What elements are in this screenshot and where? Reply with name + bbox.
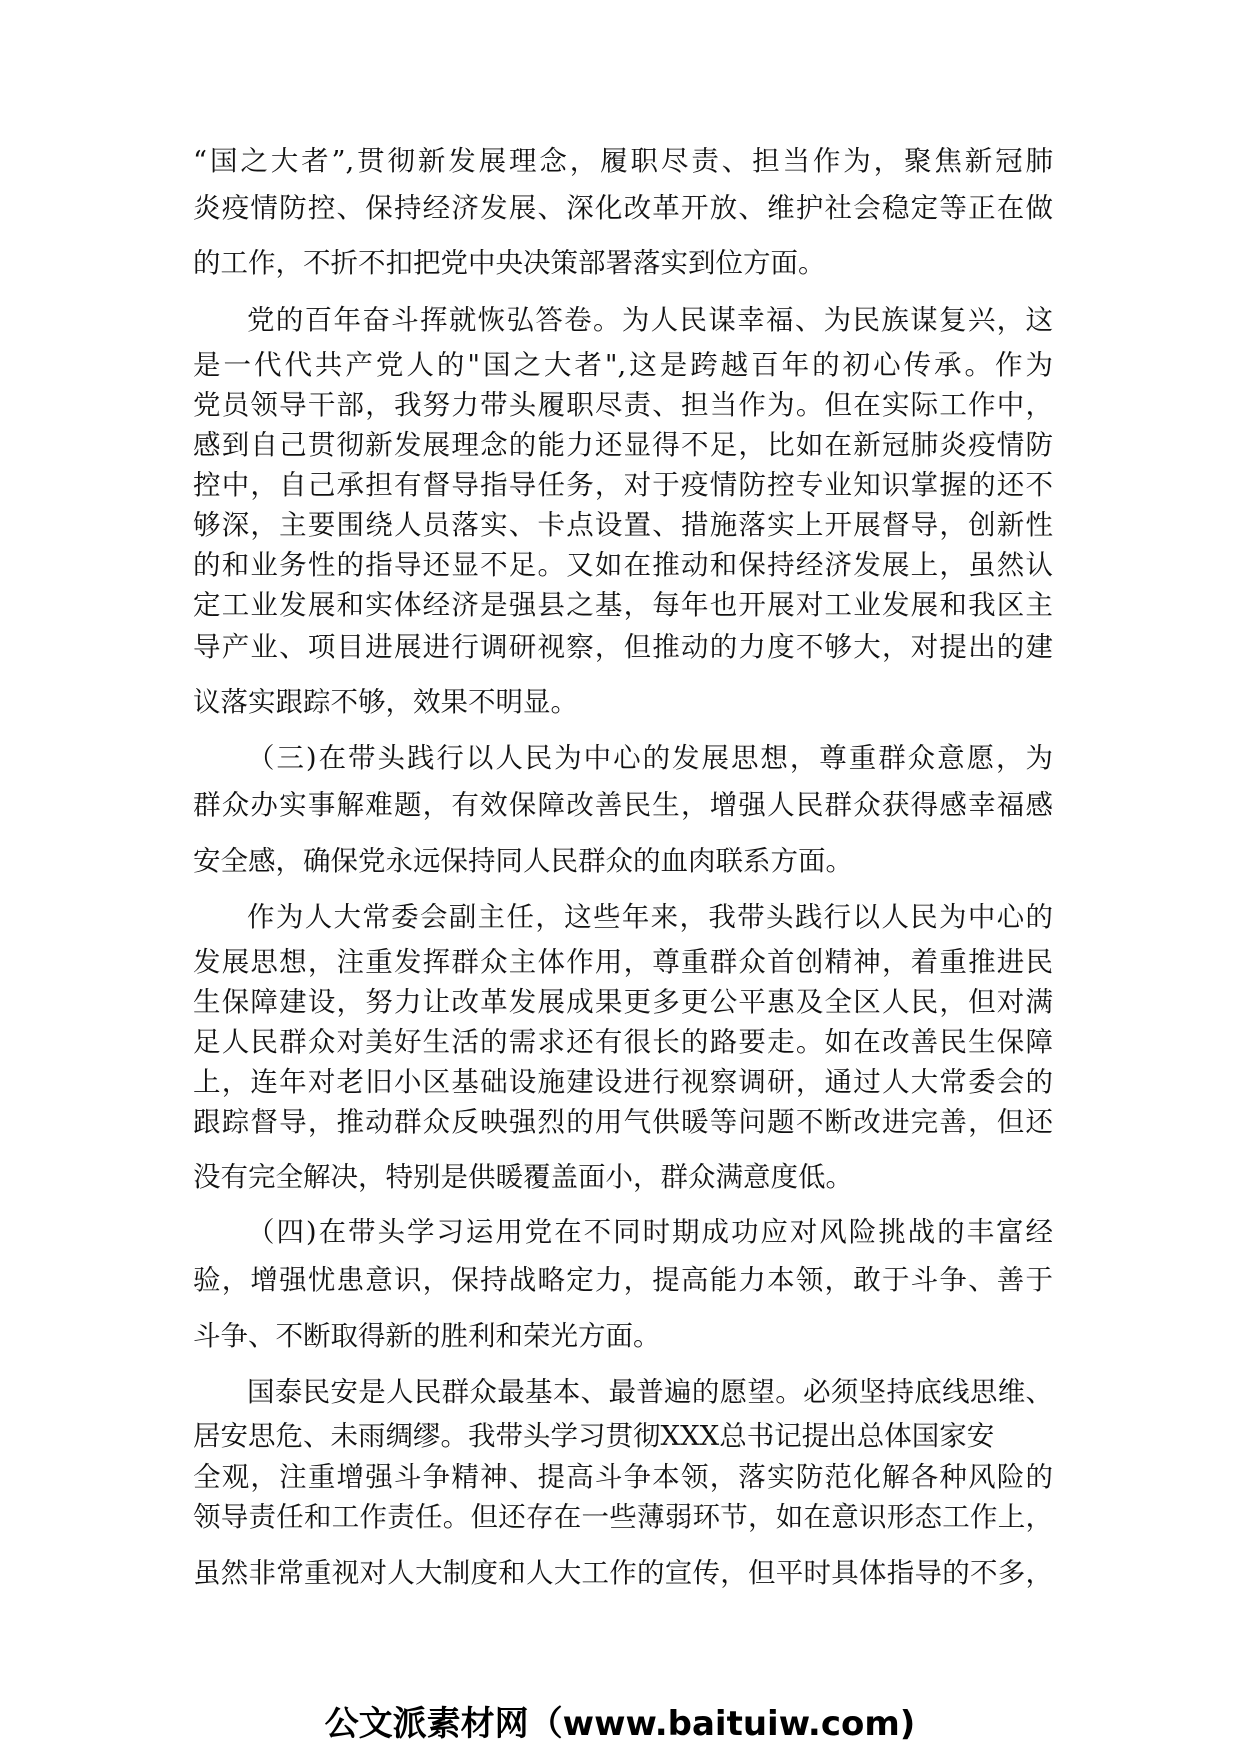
- body-text-line: 居安思危、未雨绸缪。我带头学习贯彻XXX总书记提出总体国家安: [193, 1420, 995, 1452]
- paragraph-first-line: 作为人大常委会副主任，这些年来，我带头践行以人民为中心的: [247, 901, 1053, 933]
- body-text-line: 验，增强忧患意识，保持战略定力，提高能力本领，敢于斗争、善于: [193, 1264, 1053, 1296]
- body-text-line: 控中，自己承担有督导指导任务，对于疫情防控专业知识掌握的还不: [193, 469, 1053, 501]
- body-text-line: 足人民群众对美好生活的需求还有很长的路要走。如在改善民生保障: [193, 1026, 1053, 1058]
- body-text-line: 发展思想，注重发挥群众主体作用，尊重群众首创精神，着重推进民: [193, 946, 1053, 978]
- body-text-line: 生保障建设，努力让改革发展成果更多更公平惠及全区人民，但对满: [193, 986, 1053, 1018]
- body-text-line: 是一代代共产党人的"国之大者",这是跨越百年的初心传承。作为: [193, 349, 1053, 381]
- body-text-line: 安全感，确保党永远保持同人民群众的血肉联系方面。: [193, 845, 853, 877]
- body-text-line: “国之大者”,贯彻新发展理念，履职尽责、担当作为，聚焦新冠肺: [193, 145, 1053, 177]
- paragraph-first-line: 党的百年奋斗挥就恢弘答卷。为人民谋幸福、为民族谋复兴，这: [247, 304, 1053, 336]
- body-text-line: 上，连年对老旧小区基础设施建设进行视察调研，通过人大常委会的: [193, 1066, 1053, 1098]
- body-text-line: 的和业务性的指导还显不足。又如在推动和保持经济发展上，虽然认: [193, 549, 1053, 581]
- body-text-line: 全观，注重增强斗争精神、提高斗争本领，落实防范化解各种风险的: [193, 1461, 1053, 1493]
- body-text-line: 领导责任和工作责任。但还存在一些薄弱环节，如在意识形态工作上，: [193, 1501, 1053, 1533]
- body-text-line: 议落实跟踪不够，效果不明显。: [193, 686, 578, 718]
- body-text-line: 导产业、项目进展进行调研视察，但推动的力度不够大，对提出的建: [193, 631, 1053, 663]
- body-text-line: 跟踪督导，推动群众反映强烈的用气供暖等问题不断改进完善，但还: [193, 1106, 1053, 1138]
- body-text-line: 炎疫情防控、保持经济发展、深化改革开放、维护社会稳定等正在做: [193, 192, 1053, 224]
- body-text-line: 感到自己贯彻新发展理念的能力还显得不足，比如在新冠肺炎疫情防: [193, 429, 1053, 461]
- body-text-line: 党员领导干部，我努力带头履职尽责、担当作为。但在实际工作中，: [193, 389, 1053, 421]
- body-text-line: 群众办实事解难题，有效保障改善民生，增强人民群众获得感幸福感: [193, 789, 1053, 821]
- section-heading-three: （三)在带头践行以人民为中心的发展思想，尊重群众意愿，为: [247, 742, 1053, 774]
- body-text-line: 定工业发展和实体经济是强县之基，每年也开展对工业发展和我区主: [193, 589, 1053, 621]
- body-text-line: 斗争、不断取得新的胜利和荣光方面。: [193, 1320, 661, 1352]
- source-footer: 公文派素材网（www.baituiw.com): [324, 1704, 916, 1744]
- body-text-line: 没有完全解决，特别是供暖覆盖面小，群众满意度低。: [193, 1161, 853, 1193]
- section-heading-four: （四)在带头学习运用党在不同时期成功应对风险挑战的丰富经: [247, 1216, 1053, 1248]
- body-text-line: 的工作，不折不扣把党中央决策部署落实到位方面。: [193, 247, 826, 279]
- body-text-line: 虽然非常重视对人大制度和人大工作的宣传，但平时具体指导的不多，: [193, 1557, 1053, 1589]
- paragraph-first-line: 国泰民安是人民群众最基本、最普遍的愿望。必须坚持底线思维、: [247, 1376, 1053, 1408]
- body-text-line: 够深，主要围绕人员落实、卡点设置、措施落实上开展督导，创新性: [193, 509, 1053, 541]
